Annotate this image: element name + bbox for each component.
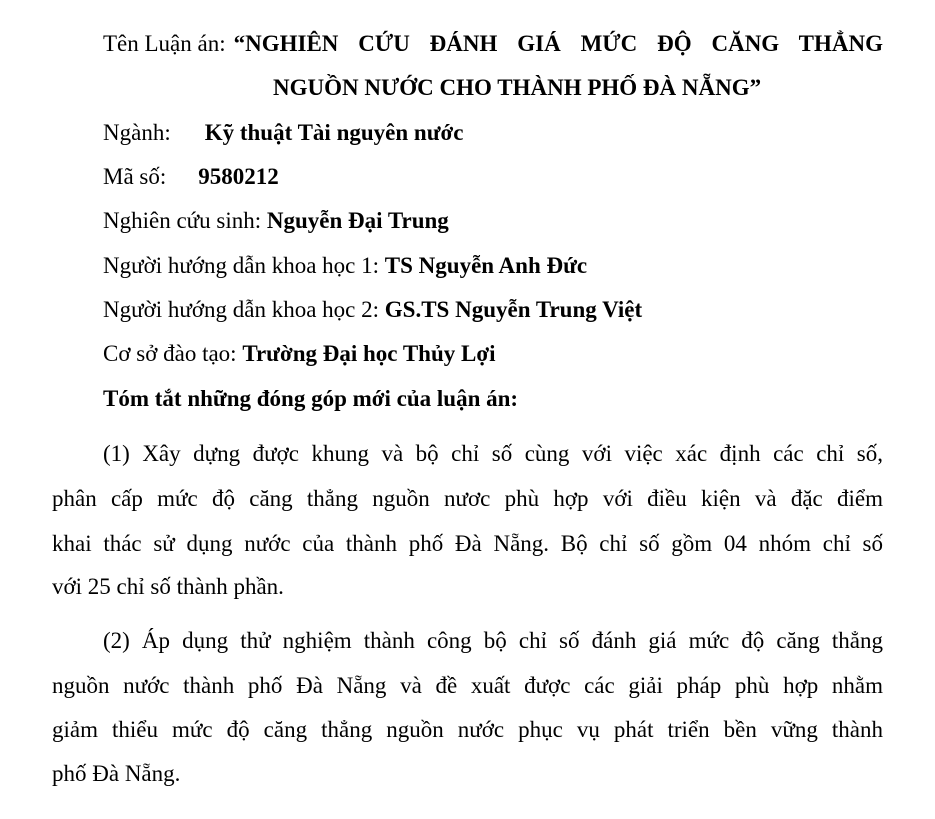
code-label: Mã số: (103, 164, 167, 189)
thesis-title-line-1: “NGHIÊN CỨU ĐÁNH GIÁ MỨC ĐỘ CĂNG THẲNG (233, 31, 883, 56)
advisor-1-row (103, 252, 587, 280)
advisor-2-value: GS.TS Nguyễn Trung Việt (384, 297, 643, 322)
contribution-1-line-1: (1) Xây dựng được khung và bộ chỉ số cùng với việc xác định các chỉ số, (103, 441, 883, 466)
thesis-title-label: Tên Luận án: (103, 31, 226, 56)
code-row (103, 163, 279, 191)
advisor-2-label: Người hướng dẫn khoa học 2: (103, 297, 380, 322)
major-label: Ngành: (103, 120, 171, 145)
contribution-2-line-4: phố Đà Nẵng. (52, 761, 181, 786)
advisor-1-value: TS Nguyễn Anh Đức (384, 253, 588, 278)
major-row (103, 119, 463, 147)
institution-label: Cơ sở đào tạo: (103, 341, 237, 366)
summary-heading: Tóm tắt những đóng góp mới của luận án: (103, 386, 519, 411)
thesis-title-row (103, 30, 883, 58)
advisor-2-row (103, 296, 642, 324)
student-row (103, 207, 449, 235)
institution-value: Trường Đại học Thủy Lợi (242, 341, 496, 366)
thesis-title-line-2: NGUỒN NƯỚC CHO THÀNH PHỐ ĐÀ NẴNG” (273, 75, 762, 100)
advisor-1-label: Người hướng dẫn khoa học 1: (103, 253, 380, 278)
contribution-1-line-4: với 25 chỉ số thành phần. (52, 574, 284, 599)
institution-row (103, 340, 495, 368)
contribution-1-line-2: phân cấp mức độ căng thẳng nguồn nươc phù hợp với điều kiện và đặc điểm (52, 486, 883, 511)
student-label: Nghiên cứu sinh: (103, 208, 262, 233)
contribution-2-line-1: (2) Áp dụng thử nghiệm thành công bộ chỉ số đánh giá mức độ căng thẳng (103, 628, 883, 653)
major-value: Kỹ thuật Tài nguyên nước (204, 120, 464, 145)
code-value: 9580212 (198, 164, 279, 189)
contribution-2-line-3: giảm thiểu mức độ căng thẳng nguồn nước phục vụ phát triển bền vững thành (52, 717, 883, 742)
contribution-2-line-2: nguồn nước thành phố Đà Nẵng và đề xuất được các giải pháp phù hợp nhằm (52, 673, 883, 698)
student-value: Nguyễn Đại Trung (266, 208, 449, 233)
contribution-1-line-3: khai thác sử dụng nước của thành phố Đà Nẵng. Bộ chỉ số gồm 04 nhóm chỉ số (52, 531, 883, 556)
